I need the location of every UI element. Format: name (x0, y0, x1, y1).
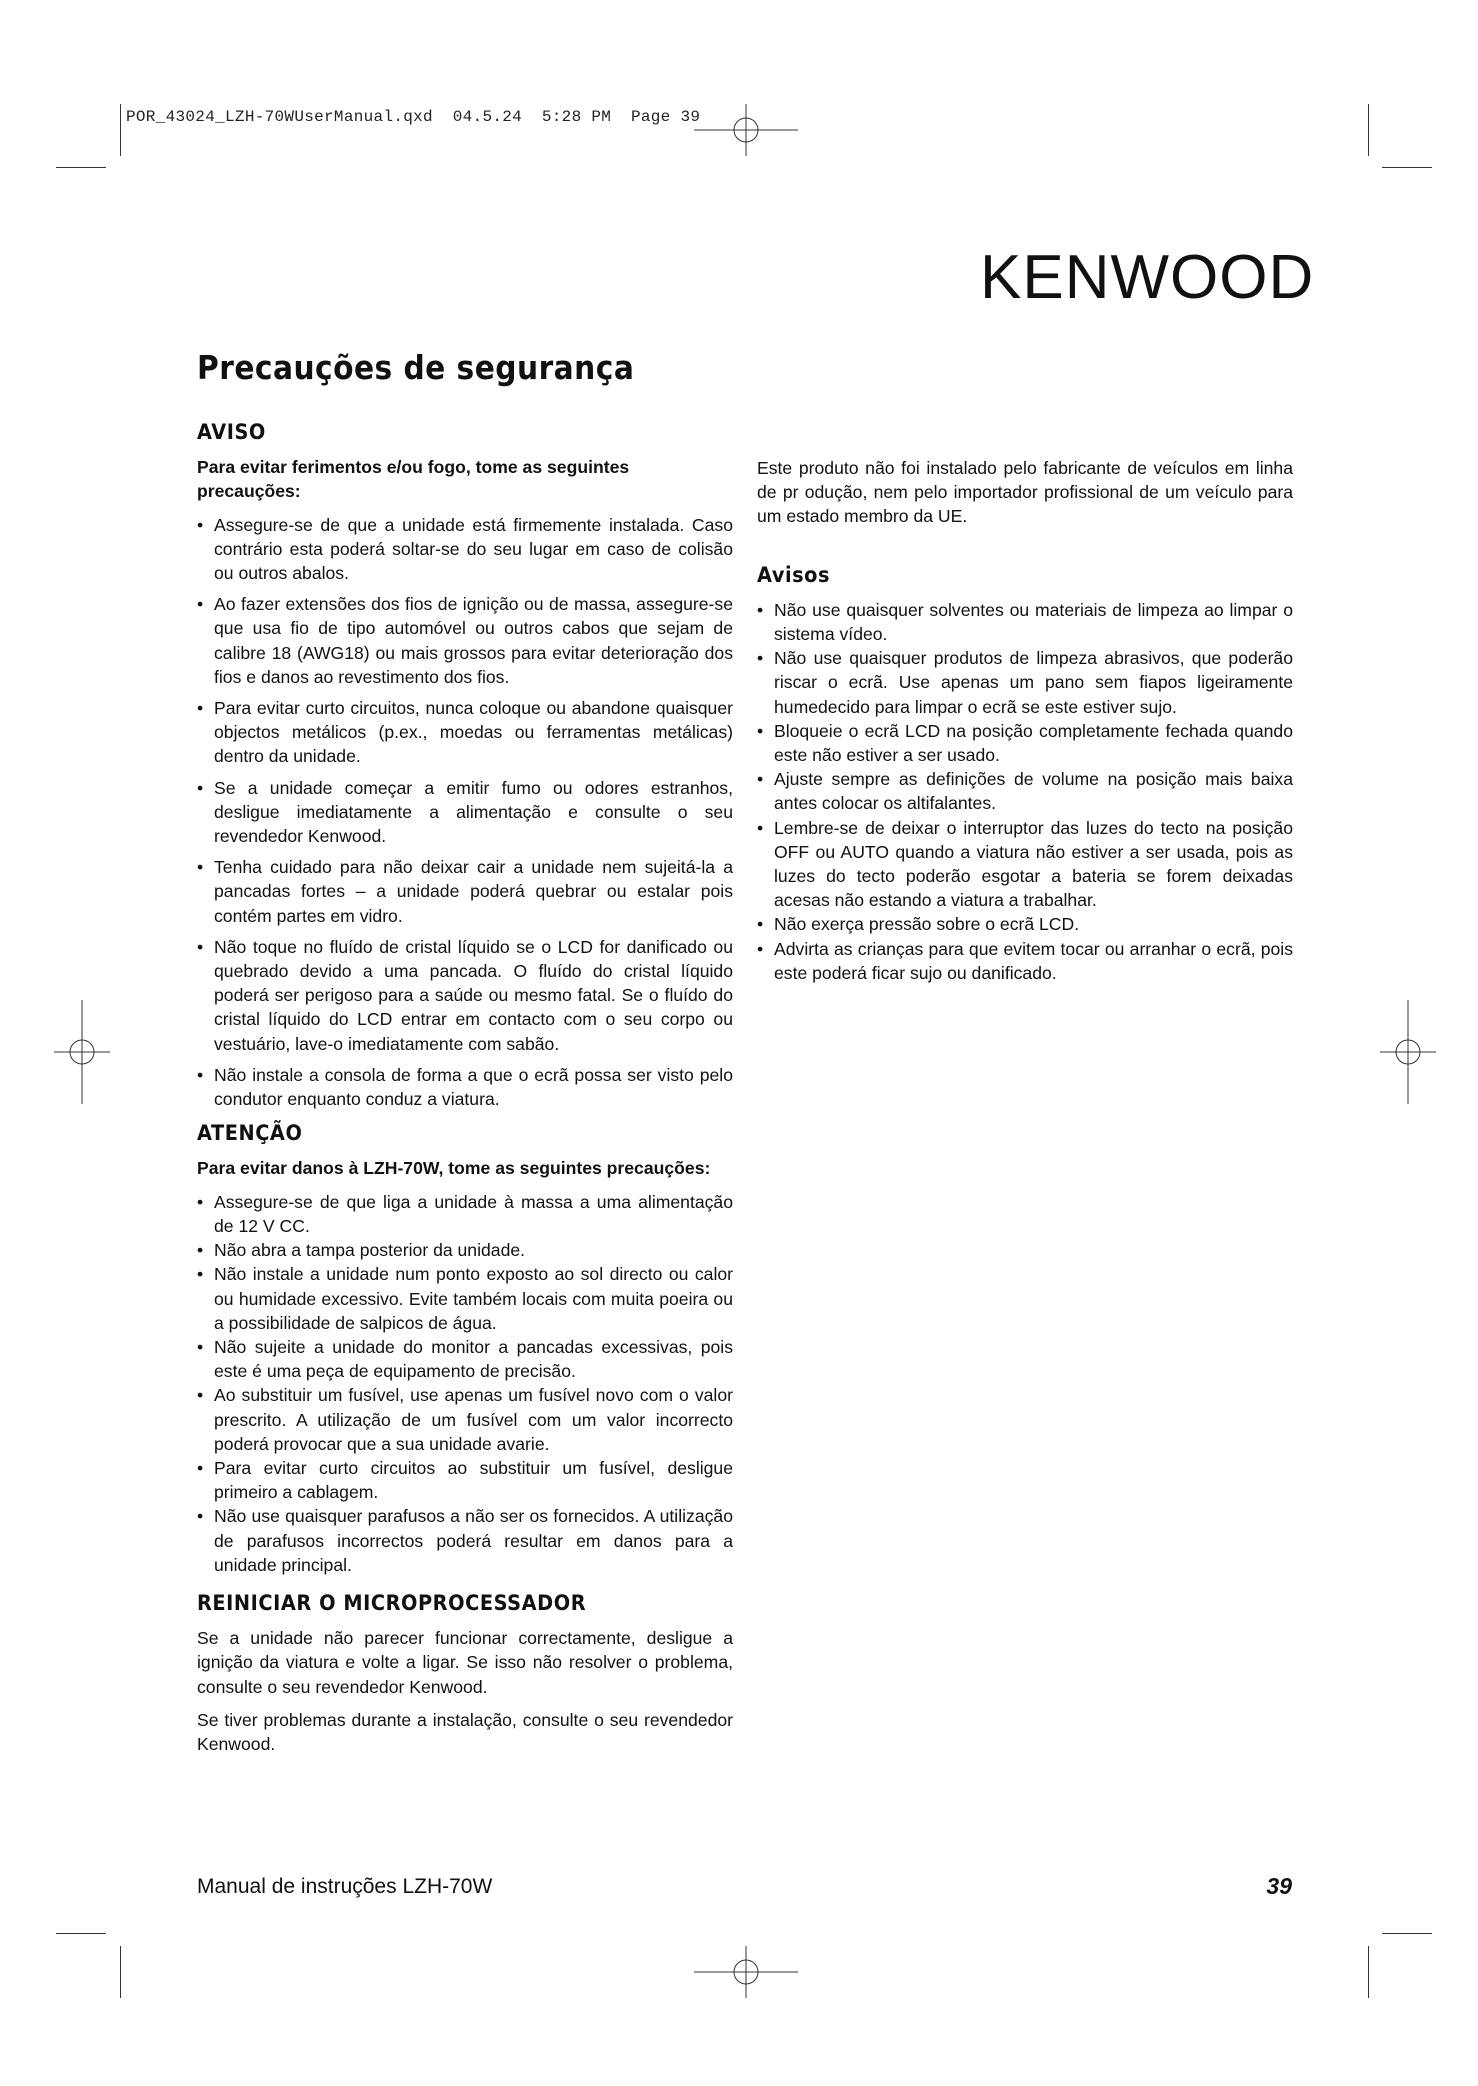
aviso-intro: Para evitar ferimentos e/ou fogo, tome as seguintes precauções: (197, 457, 630, 502)
list-item: • Se a unidade começar a emitir fumo ou odores estranhos, desligue imediatamente a alimentação e consulte o seu revendedor Kenwood. (197, 776, 733, 849)
list-item: • Não use quaisquer parafusos a não ser os fornecidos. A utilização de parafusos incorrectos poderá resultar em danos para a unidade principal. (197, 1504, 733, 1577)
right-column (757, 456, 1293, 995)
page-number: 39 (1266, 1873, 1292, 1899)
list-item: • Não toque no fluído de cristal líquido se o LCD for danificado ou quebrado devido a uma pancada. O fluído do cristal líquido poderá ser perigoso para a saúde ou mesmo fatal. Se o fluído do cristal líquido do LCD entrar em contacto com o seu corpo ou vestuário, lave-o imediatamente com sabão. (197, 935, 733, 1056)
crop-mark (1368, 1946, 1369, 1998)
atencao-list (197, 1190, 733, 1577)
list-item: • Ajuste sempre as definições de volume na posição mais baixa antes colocar os altifalantes. (757, 767, 1293, 815)
list-item: • Não use quaisquer solventes ou materiais de limpeza ao limpar o sistema vídeo. (757, 598, 1293, 646)
footer-manual-label: Manual de instruções LZH-70W (197, 1875, 493, 1898)
avisos-list (757, 598, 1293, 985)
list-item: • Lembre-se de deixar o interruptor das luzes do tecto na posição OFF ou AUTO quando a viatura não estiver a ser usada, pois as luzes do tecto poderão esgotar a bateria se forem deixadas acesas não estando a viatura a trabalhar. (757, 816, 1293, 913)
list-item: • Não instale a consola de forma a que o ecrã possa ser visto pelo condutor enquanto conduz a viatura. (197, 1063, 733, 1111)
list-item: • Bloqueie o ecrã LCD na posição completamente fechada quando este não estiver a ser usado. (757, 719, 1293, 767)
reiniciar-heading: REINICIAR O MICROPROCESSADOR (197, 1590, 587, 1615)
list-item: • Advirta as crianças para que evitem tocar ou arranhar o ecrã, pois este poderá ficar sujo ou danificado. (757, 937, 1293, 985)
avisos-heading: Avisos (757, 562, 831, 587)
list-item: • Não instale a unidade num ponto exposto ao sol directo ou calor ou humidade excessivo. Evite também locais com muita poeira ou a possibilidade de salpicos de água. (197, 1262, 733, 1335)
registration-mark-left (54, 1000, 110, 1104)
list-item: • Assegure-se de que a unidade está firmemente instalada. Caso contrário esta poderá soltar-se do seu lugar em caso de colisão ou outros abalos. (197, 513, 733, 586)
list-item: • Para evitar curto circuitos ao substituir um fusível, desligue primeiro a cablagem. (197, 1456, 733, 1504)
left-column (197, 420, 733, 1765)
list-item: • Para evitar curto circuitos, nunca coloque ou abandone quaisquer objectos metálicos (p.ex., moedas ou ferramentas metálicas) dentro da unidade. (197, 696, 733, 769)
page-title: Precauções de segurança (197, 348, 635, 387)
crop-mark (56, 1933, 106, 1934)
registration-mark-top (694, 104, 798, 156)
list-item: • Tenha cuidado para não deixar cair a unidade nem sujeitá-la a pancadas fortes – a unidade poderá quebrar ou estalar pois contém partes em vidro. (197, 855, 733, 928)
crop-mark (56, 167, 106, 168)
aviso-heading: AVISO (197, 420, 266, 444)
registration-mark-right (1380, 1000, 1436, 1104)
reiniciar-paragraph: Se tiver problemas durante a instalação, consulte o seu revendedor Kenwood. (197, 1709, 733, 1754)
list-item: • Não use quaisquer produtos de limpeza abrasivos, que poderão riscar o ecrã. Use apenas um pano sem fiapos ligeiramente humedecido para limpar o ecrã se este estiver sujo. (757, 646, 1293, 719)
print-slug: POR_43024_LZH-70WUserManual.qxd 04.5.24 5:28 PM Page 39 (126, 108, 701, 126)
list-item: • Não exerça pressão sobre o ecrã LCD. (757, 912, 1293, 936)
list-item: • Não sujeite a unidade do monitor a pancadas excessivas, pois este é uma peça de equipamento de precisão. (197, 1335, 733, 1383)
list-item: • Assegure-se de que liga a unidade à massa a uma alimentação de 12 V CC. (197, 1190, 733, 1238)
kenwood-logo: KENWOOD (980, 243, 1315, 312)
reiniciar-paragraph: Se a unidade não parecer funcionar correctamente, desligue a ignição da viatura e volte a ligar. Se isso não resolver o problema, consulte o seu revendedor Kenwood. (197, 1628, 733, 1697)
list-item: • Não abra a tampa posterior da unidade. (197, 1238, 733, 1262)
crop-mark (120, 104, 121, 156)
right-intro-paragraph: Este produto não foi instalado pelo fabricante de veículos em linha de pr odução, nem pelo importador profissional de um veículo para um estado membro da UE. (757, 458, 1293, 527)
registration-mark-bottom (694, 1946, 798, 1998)
aviso-list (197, 513, 733, 1112)
crop-mark (120, 1946, 121, 1998)
atencao-intro: Para evitar danos à LZH-70W, tome as seguintes precauções: (197, 1158, 711, 1179)
crop-mark (1382, 167, 1432, 168)
crop-mark (1368, 104, 1369, 156)
list-item: • Ao fazer extensões dos fios de ignição ou de massa, assegure-se que usa fio de tipo automóvel ou outros cabos que sejam de calibre 18 (AWG18) ou mais grossos para evitar deterioração dos fios e danos ao revestimento dos fios. (197, 592, 733, 689)
atencao-heading: ATENÇÃO (197, 1121, 303, 1146)
crop-mark (1382, 1933, 1432, 1934)
list-item: • Ao substituir um fusível, use apenas um fusível novo com o valor prescrito. A utilização de um fusível com um valor incorrecto poderá provocar que a sua unidade avarie. (197, 1383, 733, 1456)
